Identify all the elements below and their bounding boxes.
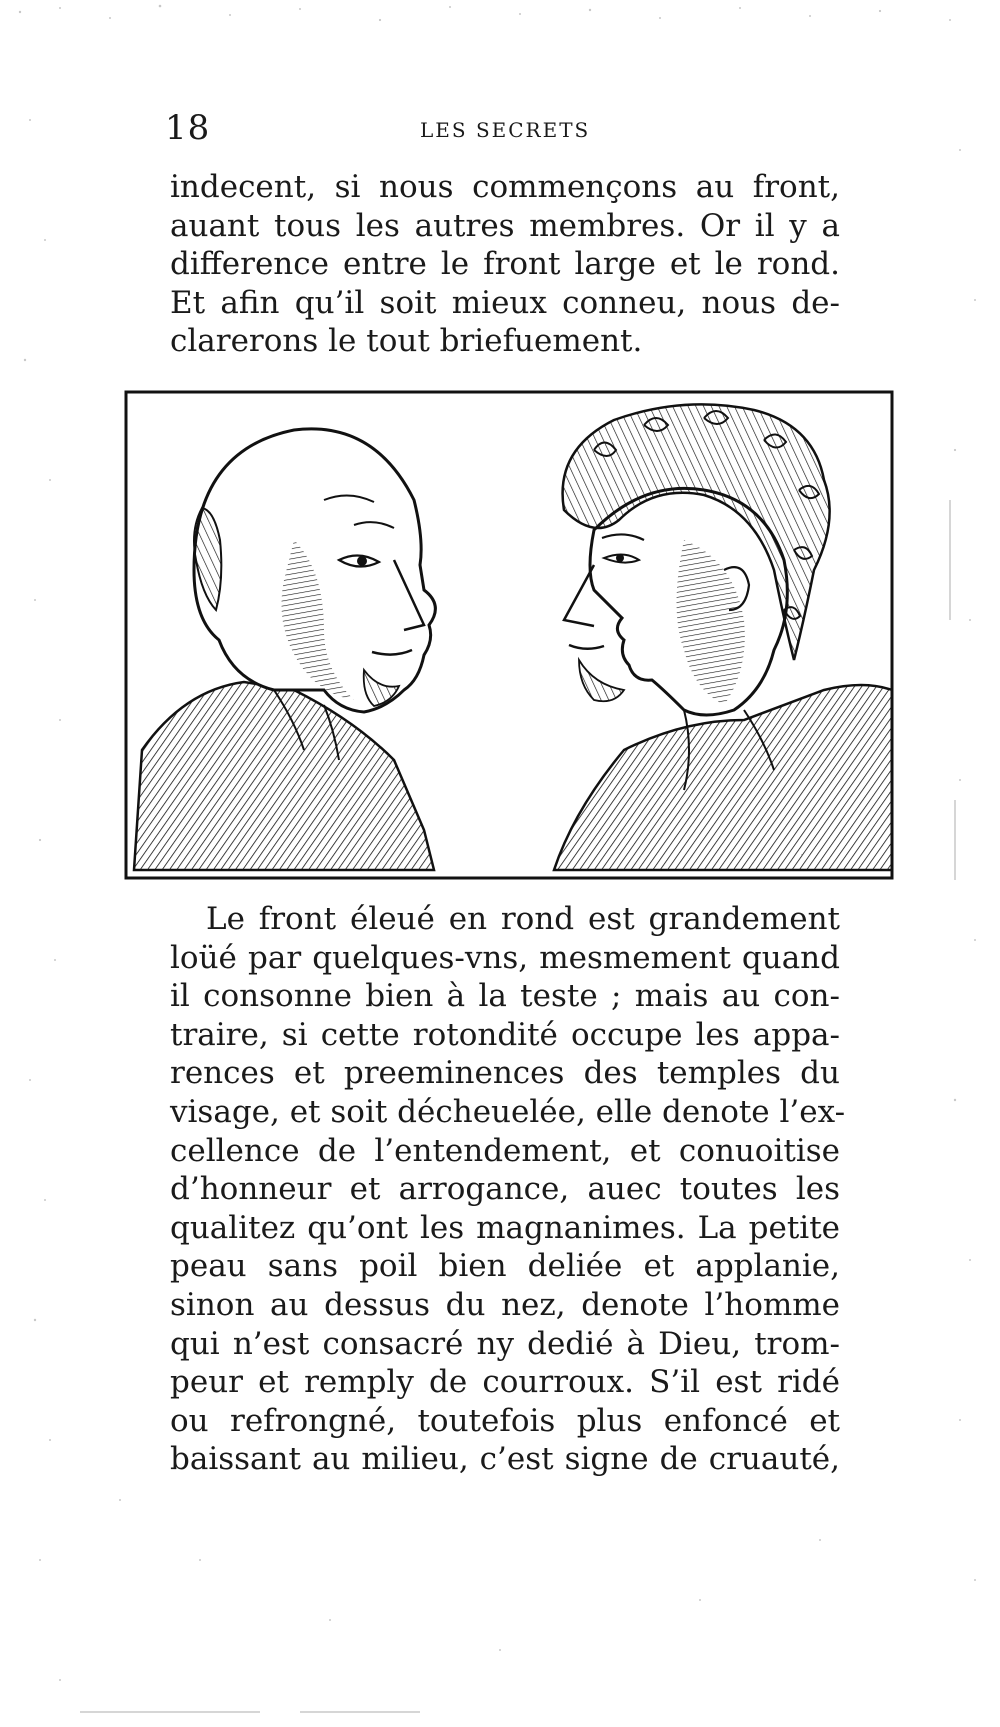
paragraph-intro (170, 168, 840, 361)
text-line: cellence de l’entendement, et conuoitise (170, 1132, 840, 1169)
text-line: il consonne bien à la teste ; mais au con- (170, 978, 840, 1015)
text-line: rences et preeminences des temples du (170, 1055, 840, 1092)
text-line: peur et remply de courroux. S’il est ridé (170, 1364, 840, 1401)
text-line: d’honneur et arrogance, auec toutes les (170, 1171, 840, 1208)
page-number: 18 (165, 108, 211, 148)
text-line: traire, si cette rotondité occupe les appa- (170, 1016, 840, 1053)
text-line: indecent, si nous commençons au front, (170, 169, 840, 205)
text-line: auant tous les autres membres. Or il y a (170, 207, 840, 244)
text-line: qui n’est consacré ny dedié à Dieu, trom- (170, 1325, 840, 1362)
text-line: Et afin qu’il soit mieux conneu, nous de- (170, 284, 840, 321)
text-line: difference entre le front large et le rond. (170, 246, 840, 283)
text-line: loüé par quelques-vns, mesmement quand (170, 939, 840, 976)
paragraph-body (170, 900, 846, 1479)
text-line: Le front éleué en rond est grandement (206, 901, 840, 937)
woodcut-two-heads-icon (124, 390, 894, 880)
text-line: baissant au milieu, c’est signe de cruauté, (170, 1441, 840, 1478)
text-line: sinon au dessus du nez, denote l’homme (170, 1286, 840, 1323)
text-line: qualitez qu’ont les magnanimes. La petite (170, 1209, 840, 1246)
text-line: visage, et soit décheuelée, elle denote l’ex- (170, 1093, 846, 1130)
running-title: LES SECRETS (420, 118, 591, 142)
text-line: ou refrongné, toutefois plus enfoncé et (170, 1402, 840, 1439)
text-line: peau sans poil bien deliée et applanie, (170, 1248, 840, 1285)
text-line: clarerons le tout briefuement. (170, 323, 643, 360)
